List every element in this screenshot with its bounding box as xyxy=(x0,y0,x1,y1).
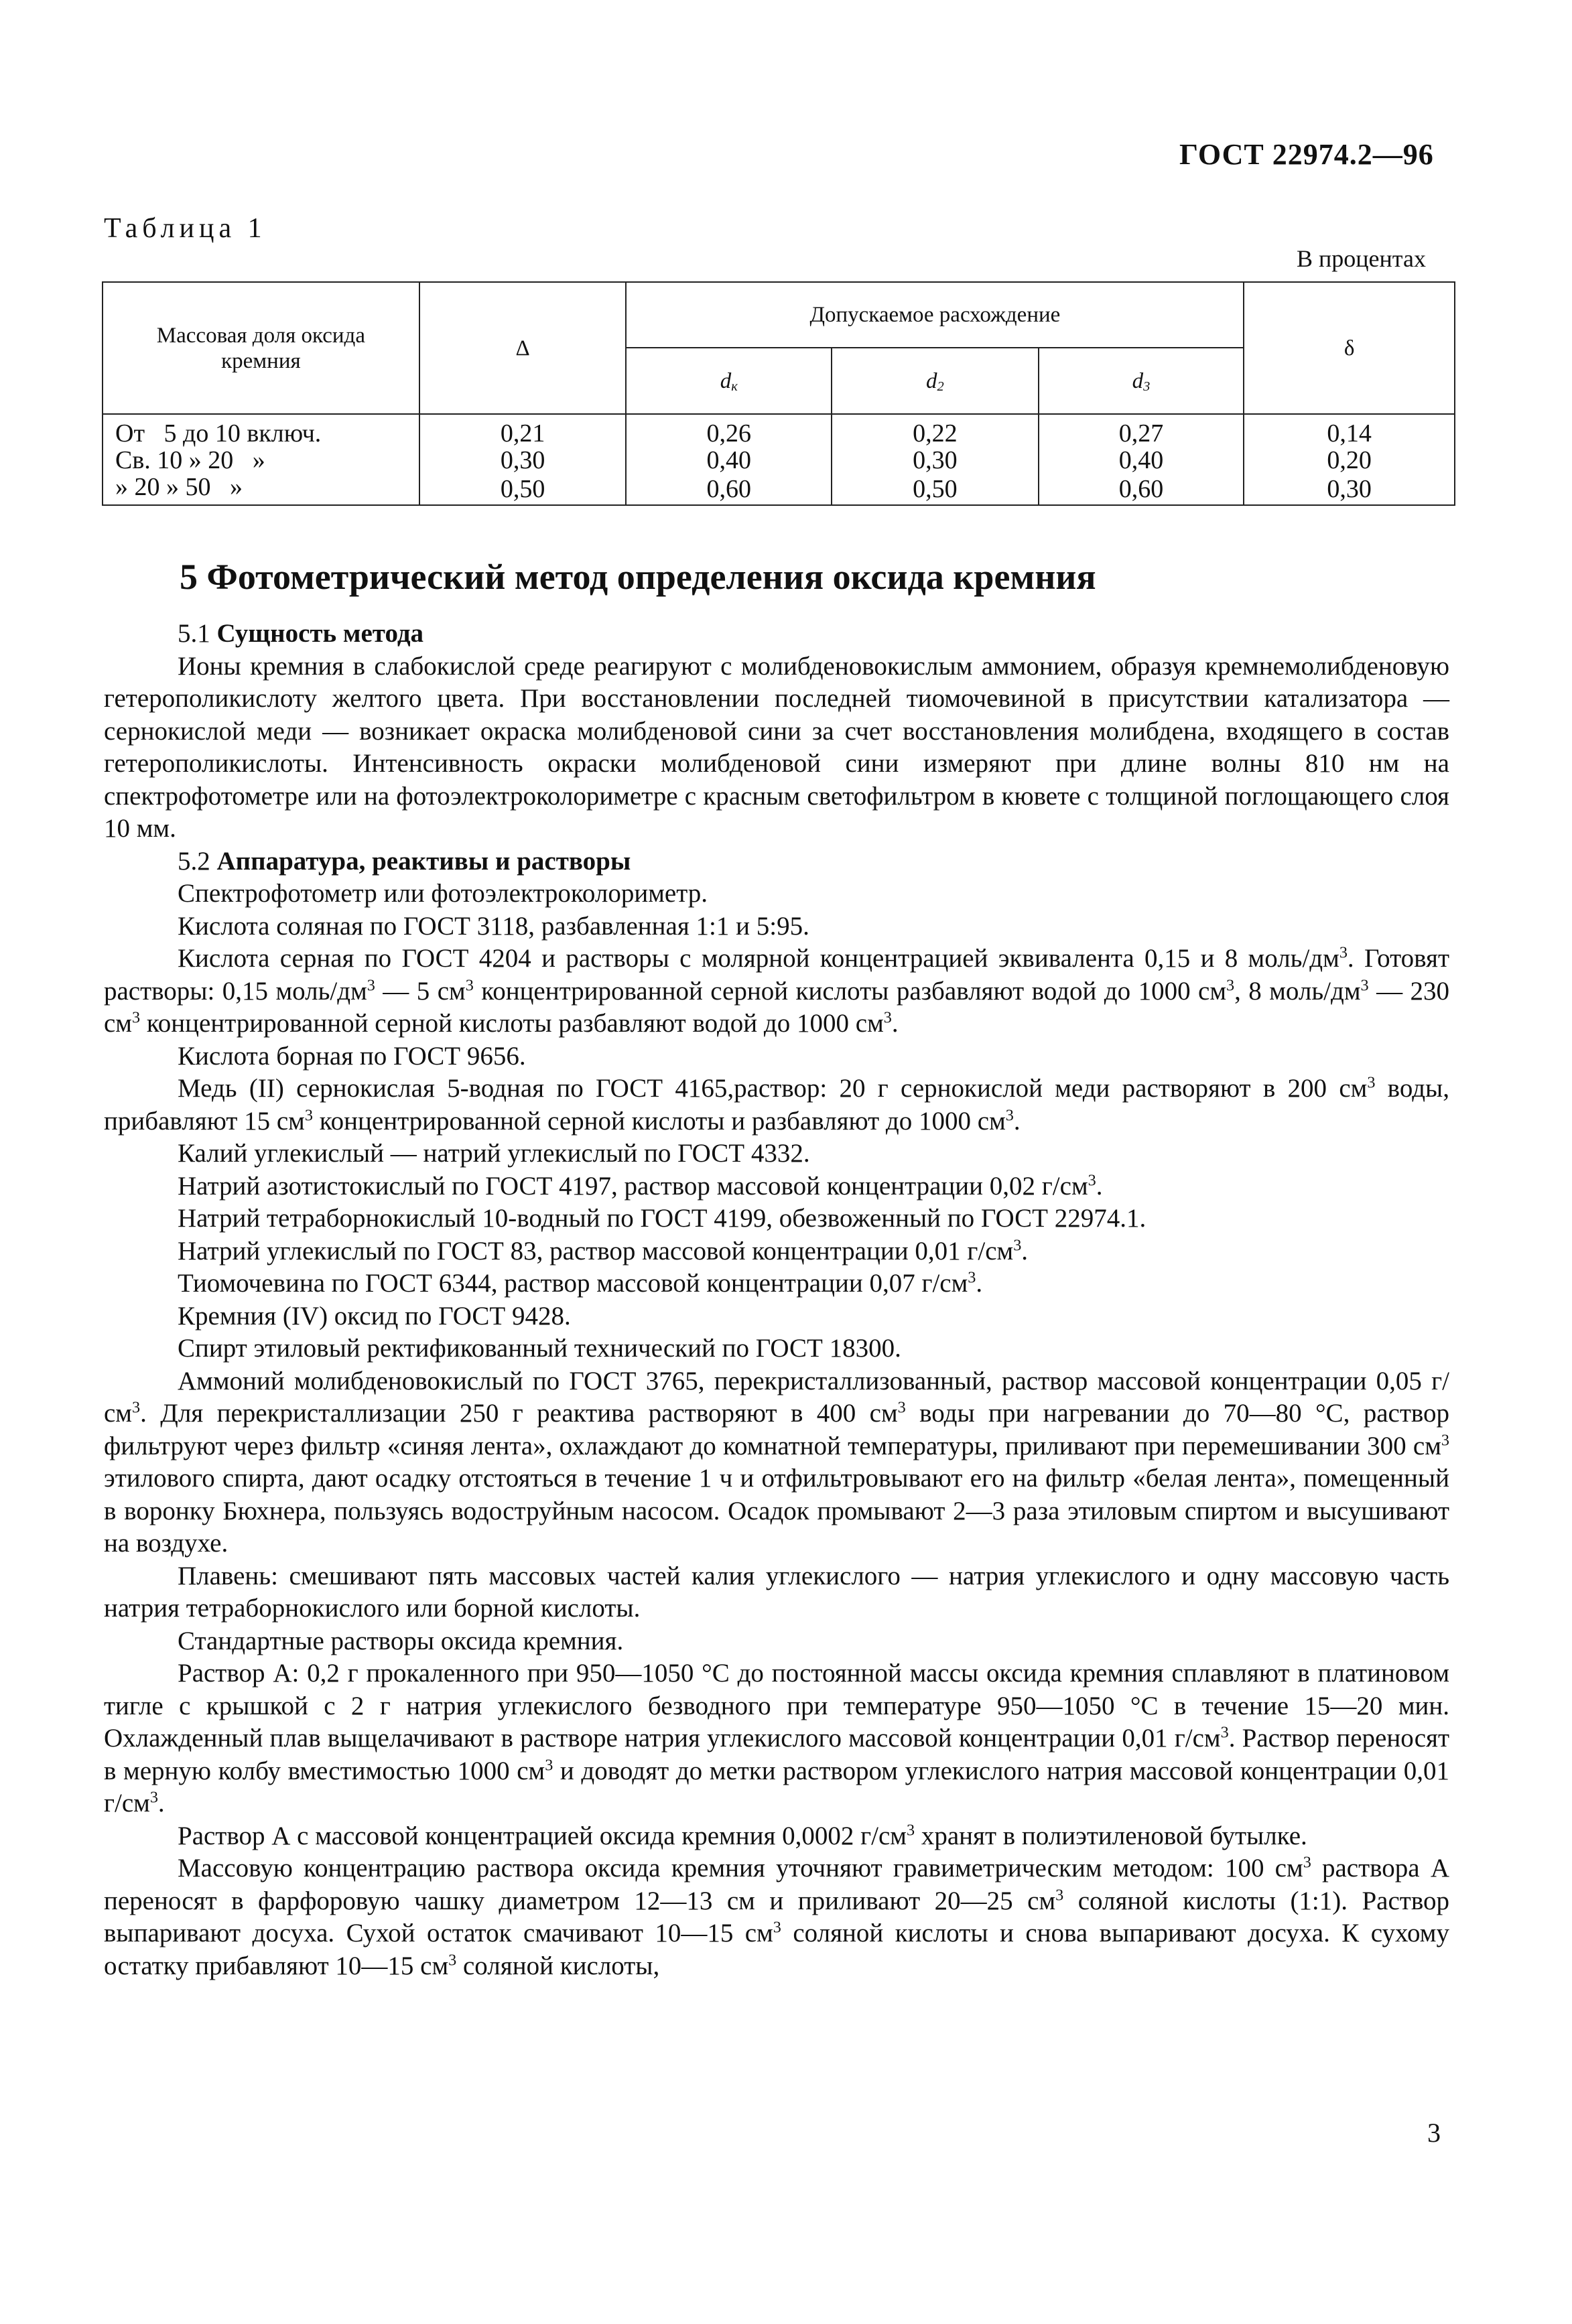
paragraph: Аммоний молибденовокислый по ГОСТ 3765, перекристаллизованный, раствор массовой концентрации 0,05 $г/см^3$. Для перекристаллизации 250 г реактива растворяют в 400 $см^3$ воды при нагревании до 70—80 °С, раствор фильтруют через фильтр «синяя лента», охлаждают до комнатной температуры, приливают при перемешивании 300 $см^3$ этилового спирта, дают осадку отстояться в течение 1 ч и отфильтровывают его на фильтр «белая лента», помещенный в воронку Бюхнера, пользуясь водоструйным насосом. Осадок промывают 2—3 раза этиловым спиртом и высушивают на воздухе. xyxy=(104,1366,1450,1558)
paragraph: Стандартные растворы оксида кремния. xyxy=(178,1626,624,1655)
page-number: 3 xyxy=(1427,2118,1441,2148)
cell-small-delta: 0,20 xyxy=(1244,447,1455,474)
cell-delta: 0,50 xyxy=(419,474,627,505)
header-mass-fraction: Массовая доля оксида кремния xyxy=(103,282,419,414)
header-delta: Δ xyxy=(419,282,627,414)
paragraph: Массовую концентрацию раствора оксида кремния уточняют гравиметрическим методом: 100 $см^3$ раствора А переносят в фарфоровую чашку диаметром 12—13 см и приливают 20—25 $см^3$ соляной кислоты (1:1). Раствор выпаривают досуха. Сухой остаток смачивают 10—15 $см^3$ соляной кислоты и снова выпаривают досуха. К сухому остатку прибавляют 10—15 $см^3$ соляной кислоты, xyxy=(104,1853,1449,1980)
paragraph: Кислота борная по ГОСТ 9656. xyxy=(178,1041,526,1071)
subsection-heading: 5.1 Сущность метода xyxy=(178,619,424,648)
header-d3: $d_3$ xyxy=(1039,348,1244,414)
cell-small-delta: 0,30 xyxy=(1244,474,1455,505)
row-label: Св. 10 » 20 » xyxy=(103,447,419,474)
cell-delta: 0,30 xyxy=(419,447,627,474)
table-row xyxy=(103,447,1455,474)
paragraph: Раствор А с массовой концентрацией оксида кремния 0,0002 $г/см^3$ хранят в полиэтиленовой бутылке. xyxy=(178,1821,1307,1850)
subsection-heading: 5.2 Аппаратура, реактивы и растворы xyxy=(178,846,631,876)
header-allowed-discrepancy: Допускаемое расхождение xyxy=(626,282,1244,348)
paragraph: Кремния (IV) оксид по ГОСТ 9428. xyxy=(178,1301,571,1330)
paragraph: Спектрофотометр или фотоэлектроколориметр. xyxy=(178,879,708,908)
paragraph: Натрий азотистокислый по ГОСТ 4197, раствор массовой концентрации 0,02 $г/см^3$. xyxy=(178,1171,1103,1201)
cell-dk: 0,40 xyxy=(626,447,832,474)
cell-dk: 0,26 xyxy=(626,414,832,447)
cell-small-delta: 0,14 xyxy=(1244,414,1455,447)
cell-d3: 0,40 xyxy=(1039,447,1244,474)
table-row xyxy=(103,414,1455,447)
data-table xyxy=(102,281,1455,506)
table-caption: Таблица 1 xyxy=(104,213,267,244)
paragraph: Плавень: смешивают пять массовых частей калия углекислого — натрия углекислого и одну массовую часть натрия тетраборнокислого или борной кислоты. xyxy=(104,1561,1449,1623)
cell-delta: 0,21 xyxy=(419,414,627,447)
table-row xyxy=(103,474,1455,505)
paragraph: Спирт этиловый ректификованный технический по ГОСТ 18300. xyxy=(178,1334,901,1363)
cell-dk: 0,60 xyxy=(626,474,832,505)
paragraph: Кислота соляная по ГОСТ 3118, разбавленная 1:1 и 5:95. xyxy=(178,911,809,941)
header-dk: $d_к$ xyxy=(626,348,832,414)
paragraph: Медь (II) сернокислая 5-водная по ГОСТ 4165,раствор: 20 г сернокислой меди растворяют в 200 $см^3$ воды, прибавляют 15 $см^3$ концентрированной серной кислоты и разбавляют до 1000 $см^3$. xyxy=(104,1073,1449,1136)
cell-d3: 0,27 xyxy=(1039,414,1244,447)
paragraph: Калий углекислый — натрий углекислый по ГОСТ 4332. xyxy=(178,1139,810,1168)
paragraph: Кислота серная по ГОСТ 4204 и растворы с молярной концентрацией эквивалента 0,15 и 8 моль/$дм^3$. Готовят растворы: 0,15 моль/$дм^3$ — 5 $см^3$ концентрированной серной кислоты разбавляют водой до 1000 $см^3$, 8 моль/$дм^3$ — 230 $см^3$ концентрированной серной кислоты разбавляют водой до 1000 $см^3$. xyxy=(104,943,1450,1038)
section-heading: 5 Фотометрический метод определения оксида кремния xyxy=(180,557,1096,597)
paragraph: Натрий тетраборнокислый 10-водный по ГОСТ 4199, обезвоженный по ГОСТ 22974.1. xyxy=(178,1204,1147,1233)
document-code: ГОСТ 22974.2—96 xyxy=(1179,138,1434,171)
paragraph: Тиомочевина по ГОСТ 6344, раствор массовой концентрации 0,07 $г/см^3$. xyxy=(178,1268,983,1298)
cell-d2: 0,22 xyxy=(832,414,1039,447)
header-d2: $d_2$ xyxy=(832,348,1039,414)
table-unit: В процентах xyxy=(1297,245,1426,272)
paragraph: Раствор А: 0,2 г прокаленного при 950—1050 °С до постоянной массы оксида кремния сплавляют в платиновом тигле с крышкой с 2 г натрия углекислого безводного при температуре 950—1050 °С в течение 15—20 мин. Охлажденный плав выщелачивают в растворе натрия углекислого массовой концентрации 0,01 $г/см^3$. Раствор переносят в мерную колбу вместимостью 1000 $см^3$ и доводят до метки раствором углекислого натрия массовой концентрации 0,01 $г/см^3$. xyxy=(104,1659,1449,1818)
row-label: От 5 до 10 включ. xyxy=(103,414,419,447)
cell-d2: 0,50 xyxy=(832,474,1039,505)
cell-d3: 0,60 xyxy=(1039,474,1244,505)
header-small-delta: δ xyxy=(1244,282,1455,414)
paragraph: Натрий углекислый по ГОСТ 83, раствор массовой концентрации 0,01 $г/см^3$. xyxy=(178,1236,1029,1266)
row-label: » 20 » 50 » xyxy=(103,474,419,505)
paragraph: Ионы кремния в слабокислой среде реагируют с молибденовокислым аммонием, образуя кремнемолибденовую гетерополикислоту желтого цвета. При восстановлении последней тиомочевиной в присутствии катализатора — сернокислой меди — возникает окраска молибденовой сини за счет восстановления молибдена, входящего в состав гетерополикислоты. Интенсивность окраски молибденовой сини измеряют при длине волны 810 нм на спектрофотометре или на фотоэлектроколориметре с красным светофильтром в кювете с толщиной поглощающего слоя 10 мм. xyxy=(104,651,1449,843)
cell-d2: 0,30 xyxy=(832,447,1039,474)
body-text xyxy=(104,618,1449,1982)
